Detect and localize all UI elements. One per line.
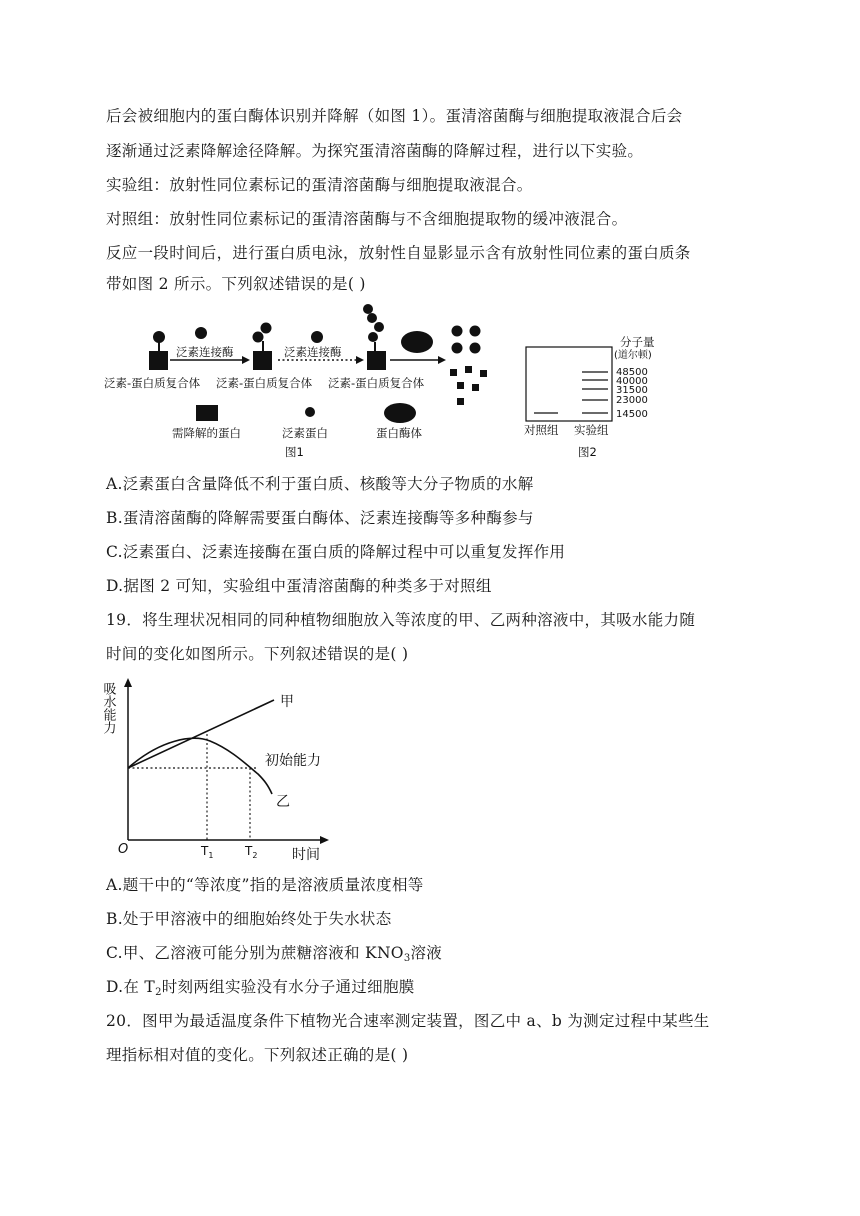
para-line-6: 带如图 2 所示。下列叙述错误的是( ) bbox=[106, 275, 366, 293]
x-axis-label: 时间 bbox=[292, 847, 320, 863]
t1-label: $T_1$ bbox=[201, 844, 214, 860]
arrow-head bbox=[438, 356, 446, 364]
mw-marker: 23000 bbox=[616, 395, 648, 406]
complex-label: 泛素-蛋白质复合体 bbox=[104, 376, 201, 390]
gel-frame bbox=[526, 347, 612, 421]
figure-1-2 bbox=[100, 302, 680, 464]
ubiquitin-dot bbox=[195, 327, 207, 339]
absorption-graph bbox=[100, 670, 350, 870]
para-line-5: 反应一段时间后，进行蛋白质电泳，放射性自显影显示含有放射性同位素的蛋白质条 bbox=[106, 244, 691, 262]
mw-title-unit: (道尔顿) bbox=[614, 350, 652, 361]
para-line-4: 对照组：放射性同位素标记的蛋清溶菌酶与不含细胞提取物的缓冲液混合。 bbox=[106, 210, 628, 228]
figure-2-labels bbox=[524, 335, 655, 459]
ubiquitin-dot bbox=[367, 313, 377, 323]
t2-label: $T_2$ bbox=[245, 844, 258, 860]
target-protein-square bbox=[367, 351, 386, 370]
peptide-fragment bbox=[457, 398, 464, 405]
mw-marker: 31500 bbox=[616, 385, 648, 396]
proteasome-ellipse bbox=[401, 331, 433, 353]
x-axis-arrow bbox=[320, 836, 329, 844]
peptide-fragment bbox=[465, 366, 472, 373]
target-protein-square bbox=[253, 351, 272, 370]
line-jia bbox=[128, 700, 274, 768]
ubiquitin-dot bbox=[253, 332, 264, 343]
peptide-fragment bbox=[472, 384, 479, 391]
figure-2-caption: 图2 bbox=[578, 445, 597, 459]
complex-label: 泛素-蛋白质复合体 bbox=[328, 376, 425, 390]
peptide-fragment bbox=[480, 370, 487, 377]
ubiquitin-dot bbox=[153, 331, 165, 343]
figure-2 bbox=[526, 347, 612, 421]
ubiquitin-dot bbox=[374, 322, 384, 332]
lane-control-label: 对照组 bbox=[524, 423, 559, 437]
ubiquitin-dot bbox=[470, 343, 481, 354]
q19-option-d: D.在 $T_2$时刻两组实验没有水分子通过细胞膜 bbox=[106, 978, 415, 998]
legend-proteasome-ellipse bbox=[384, 403, 416, 423]
ubiquitin-dot bbox=[368, 332, 378, 342]
arrow-head bbox=[356, 356, 364, 364]
q19-stem-line-1: 19．将生理状况相同的同种植物细胞放入等浓度的甲、乙两种溶液中，其吸水能力随 bbox=[106, 611, 696, 629]
mw-title: 分子量 bbox=[620, 335, 655, 349]
ubiquitin-dot bbox=[311, 331, 323, 343]
arrow-head bbox=[242, 356, 250, 364]
q18-option-a: A.泛素蛋白含量降低不利于蛋白质、核酸等大分子物质的水解 bbox=[106, 475, 534, 493]
label-yi: 乙 bbox=[276, 794, 290, 810]
para-line-3: 实验组：放射性同位素标记的蛋清溶菌酶与细胞提取液混合。 bbox=[106, 176, 533, 194]
ubiquitin-dot bbox=[363, 304, 373, 314]
legend-ubiquitin-label: 泛素蛋白 bbox=[282, 426, 328, 440]
q19-option-b: B.处于甲溶液中的细胞始终处于失水状态 bbox=[106, 910, 392, 928]
ubiquitin-dot bbox=[452, 326, 463, 337]
origin-label: O bbox=[118, 842, 129, 857]
q19-stem-line-2: 时间的变化如图所示。下列叙述错误的是( ) bbox=[106, 645, 409, 663]
q20-stem-line-1: 20．图甲为最适温度条件下植物光合速率测定装置，图乙中 a、b 为测定过程中某些生 bbox=[106, 1012, 710, 1030]
legend-proteasome-label: 蛋白酶体 bbox=[376, 426, 422, 440]
curve-yi bbox=[128, 738, 272, 794]
peptide-fragment bbox=[450, 369, 457, 376]
legend-protein-square bbox=[196, 405, 218, 421]
mw-marker: 40000 bbox=[616, 376, 648, 387]
y-axis-label: 吸水能力 bbox=[100, 682, 116, 734]
mw-marker: 48500 bbox=[616, 367, 648, 378]
y-axis-arrow bbox=[124, 678, 132, 687]
enzyme-label: 泛素连接酶 bbox=[176, 345, 234, 359]
figure-1-caption: 图1 bbox=[285, 445, 304, 459]
lane-experiment-label: 实验组 bbox=[574, 423, 609, 437]
label-initial-ability: 初始能力 bbox=[265, 753, 321, 769]
complex-label: 泛素-蛋白质复合体 bbox=[216, 376, 313, 390]
q18-option-d: D.据图 2 可知，实验组中蛋清溶菌酶的种类多于对照组 bbox=[106, 577, 492, 595]
para-line-1: 后会被细胞内的蛋白酶体识别并降解（如图 1）。蛋清溶菌酶与细胞提取液混合后会 bbox=[106, 107, 683, 125]
figure-1 bbox=[149, 304, 487, 423]
q18-option-c: C.泛素蛋白、泛素连接酶在蛋白质的降解过程中可以重复发挥作用 bbox=[106, 543, 566, 561]
label-jia: 甲 bbox=[280, 694, 294, 710]
legend-ubiquitin-dot bbox=[305, 407, 315, 417]
mw-marker: 14500 bbox=[616, 409, 648, 420]
legend-protein-label: 需降解的蛋白 bbox=[172, 426, 241, 440]
q19-option-c: C.甲、乙溶液可能分别为蔗糖溶液和 $KNO_3$溶液 bbox=[106, 944, 443, 964]
ubiquitin-dot bbox=[470, 326, 481, 337]
enzyme-label: 泛素连接酶 bbox=[284, 345, 342, 359]
para-line-2: 逐渐通过泛素降解途径降解。为探究蛋清溶菌酶的降解过程，进行以下实验。 bbox=[106, 142, 644, 160]
ubiquitin-dot bbox=[452, 343, 463, 354]
peptide-fragment bbox=[457, 382, 464, 389]
q18-option-b: B.蛋清溶菌酶的降解需要蛋白酶体、泛素连接酶等多种酶参与 bbox=[106, 509, 534, 527]
target-protein-square bbox=[149, 351, 168, 370]
q20-stem-line-2: 理指标相对值的变化。下列叙述正确的是( ) bbox=[106, 1046, 409, 1064]
q19-option-a: A.题干中的“等浓度”指的是溶液质量浓度相等 bbox=[106, 876, 424, 894]
ubiquitin-dot bbox=[261, 323, 272, 334]
